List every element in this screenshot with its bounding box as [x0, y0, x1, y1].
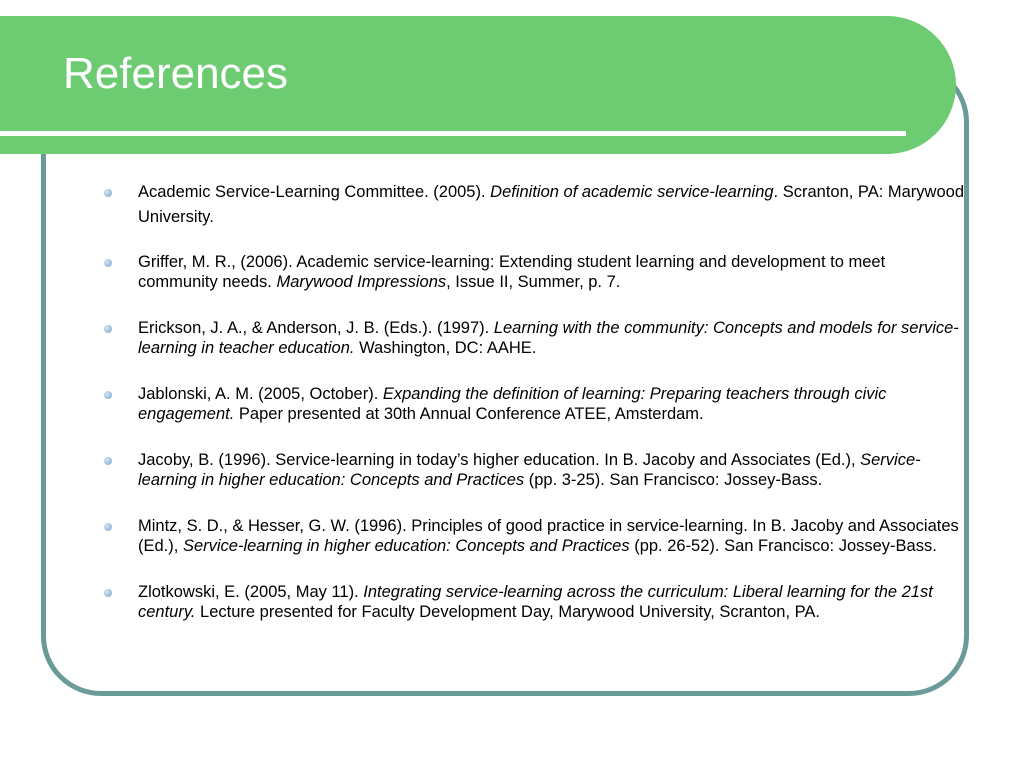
reference-text: (pp. 26-52). San Francisco: Jossey-Bass.	[629, 537, 937, 555]
reference-text: (pp. 3-25). San Francisco: Jossey-Bass.	[524, 471, 823, 489]
reference-item	[104, 582, 964, 622]
reference-text: Washington, DC: AAHE.	[354, 339, 537, 357]
bullet-dot-icon	[104, 457, 112, 465]
reference-item	[104, 252, 964, 292]
reference-text: Paper presented at 30th Annual Conference ATEE, Amsterdam.	[234, 405, 704, 423]
reference-item	[104, 180, 964, 230]
reference-text: Academic Service-Learning Committee. (2005).	[138, 183, 491, 201]
bullet-dot-icon	[104, 523, 112, 531]
reference-item	[104, 318, 964, 358]
title-divider	[0, 131, 906, 136]
reference-title: Service-learning in higher education: Concepts and Practices	[138, 451, 921, 489]
slide-title: References	[63, 49, 289, 98]
reference-item	[104, 516, 964, 556]
reference-item	[104, 384, 964, 424]
reference-title: Integrating service-learning across the curriculum: Liberal learning for the 21st century.	[138, 583, 933, 621]
reference-text: Zlotkowski, E. (2005, May 11).	[138, 583, 364, 601]
bullet-dot-icon	[104, 189, 112, 197]
bullet-dot-icon	[104, 589, 112, 597]
reference-text: Lecture presented for Faculty Development Day, Marywood University, Scranton, PA.	[195, 603, 820, 621]
reference-item	[104, 450, 964, 490]
reference-text: Mintz, S. D., & Hesser, G. W. (1996). Principles of good practice in service-learning. In B. Jacoby and Associates (Ed.),	[138, 517, 959, 555]
reference-text: Jablonski, A. M. (2005, October).	[138, 385, 383, 403]
reference-title: Learning with the community: Concepts and models for service-learning in teacher education.	[138, 319, 959, 357]
reference-title: Expanding the definition of learning: Preparing teachers through civic engagement.	[138, 385, 887, 423]
bullet-dot-icon	[104, 391, 112, 399]
reference-title: Marywood Impressions	[276, 273, 447, 291]
reference-text: Erickson, J. A., & Anderson, J. B. (Eds.). (1997).	[138, 319, 494, 337]
reference-text: Griffer, M. R., (2006). Academic service-learning: Extending student learning and development to meet community needs.	[138, 253, 886, 291]
reference-list	[104, 180, 964, 648]
reference-text: . Scranton, PA: Marywood University.	[138, 183, 964, 226]
reference-text: Jacoby, B. (1996). Service-learning in today’s higher education. In B. Jacoby and Associates (Ed.),	[138, 451, 861, 469]
bullet-dot-icon	[104, 325, 112, 333]
reference-title: Service-learning in higher education: Concepts and Practices	[182, 537, 630, 555]
reference-text: , Issue II, Summer, p. 7.	[446, 273, 621, 291]
reference-title: Definition of academic service-learning	[490, 183, 774, 201]
bullet-dot-icon	[104, 259, 112, 267]
